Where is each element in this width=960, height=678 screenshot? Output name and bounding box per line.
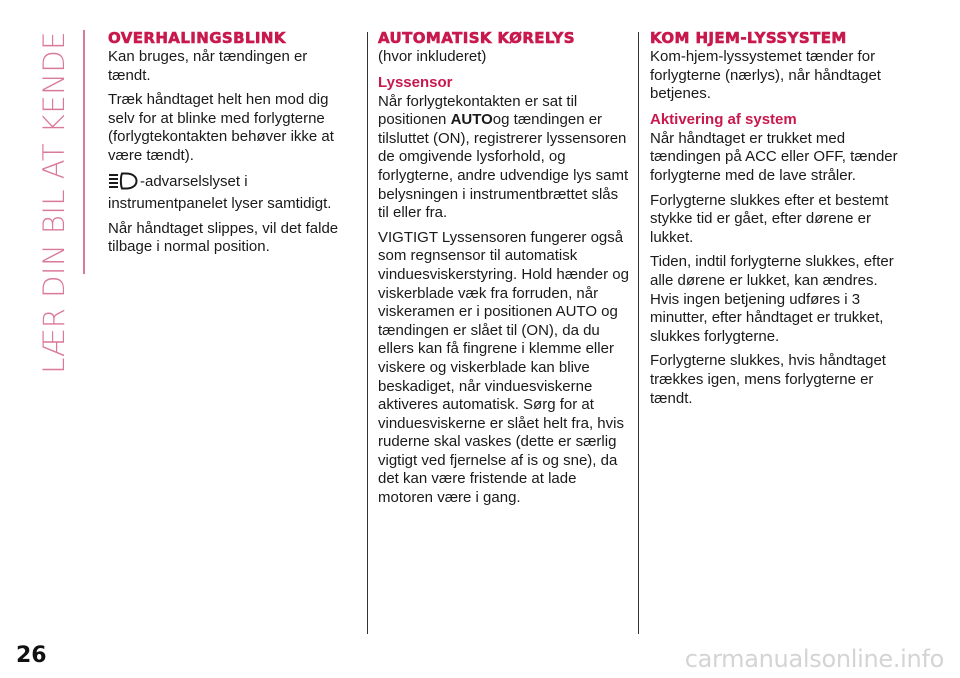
- column-divider: [367, 32, 368, 634]
- paragraph: Kan bruges, når tændingen er tændt.: [108, 48, 308, 84]
- section-side-title-text: LÆR DIN BIL AT KENDE: [37, 31, 71, 374]
- paragraph: Når håndtaget er trukket med tændingen på ACC eller OFF, tænder forlygterne med de lave stråler.: [650, 129, 898, 184]
- auto-keyword: AUTO: [450, 111, 493, 129]
- paragraph: Forlygterne slukkes efter et bestemt stykke tid er gået, efter dørene er lukket.: [650, 191, 889, 246]
- column-automatisk-korelys: [378, 28, 630, 514]
- column-kom-hjem-lyssystem: [650, 28, 898, 414]
- paragraph: Træk håndtaget helt hen mod dig selv for at blinke med forlygterne (forlygtekontakten behøver ikke at være tændt).: [108, 91, 334, 164]
- paragraph: Når håndtaget slippes, vil det falde tilbage i normal position.: [108, 219, 339, 256]
- high-beam-icon: [108, 172, 138, 196]
- page-number: 26: [16, 643, 47, 668]
- paragraph: Kom-hjem-lyssystemet tænder for forlygterne (nærlys), når håndtaget betjenes.: [650, 48, 881, 103]
- subheading: (hvor inkluderet): [378, 48, 487, 65]
- paragraph: Tiden, indtil forlygterne slukkes, efter alle dørene er lukket, kan ændres. Hvis ingen betjening udføres i 3 minutter, efter håndtaget er trukket, slukkes forlygterne.: [650, 253, 894, 345]
- section-title-aktivering: Aktivering af system: [650, 110, 797, 128]
- paragraph: [378, 93, 630, 223]
- paragraph: Forlygterne slukkes, hvis håndtaget trækkes igen, mens forlygterne er tændt.: [650, 352, 886, 407]
- section-title-lyssensor: Lyssensor: [378, 73, 453, 91]
- column-divider: [638, 32, 639, 634]
- side-title-rule: [83, 30, 85, 274]
- heading-automatisk-korelys: AUTOMATISK KØRELYS: [378, 29, 575, 47]
- icon-sentence: -advarselslyset i instrumentpanelet lyser samtidigt.: [108, 172, 332, 213]
- watermark: carmanualsonline.info: [684, 645, 944, 673]
- column-overhalingsblink: [108, 28, 353, 263]
- paragraph-text: og tændingen er tilsluttet (ON), registrerer lyssensoren de omgivende lysforhold, og forlygterne, andre udvendige lys samt belysningen i instrumentbrættet slås til eller fra.: [378, 111, 629, 222]
- important-note: VIGTIGT Lyssensoren fungerer også som regnsensor til automatisk vinduesviskerstyring. Hold hænder og viskerblade væk fra forruden, når viskeramen er i positionen AUTO og tændingen er slået til (ON), da du ellers kan få fingrene i klemme eller viskere og viskerblade kan blive beskadiget, når vinduesviskerne aktiveres automatisk. Sørg for at vinduesviskerne er slået helt fra, hvis ruderne skal vaskes (dette er særlig vigtigt ved fjernelse af is og sne), da det kan være fristende at lade motoren være i gang.: [378, 228, 629, 507]
- paragraph-text: Når forlygtekontakten er sat til positionen: [378, 92, 578, 129]
- section-side-title: [30, 31, 78, 374]
- heading-overhalingsblink: OVERHALINGSBLINK: [108, 29, 286, 47]
- heading-kom-hjem-lyssystem: KOM HJEM-LYSSYSTEM: [650, 29, 847, 47]
- paragraph-with-icon: [108, 172, 353, 214]
